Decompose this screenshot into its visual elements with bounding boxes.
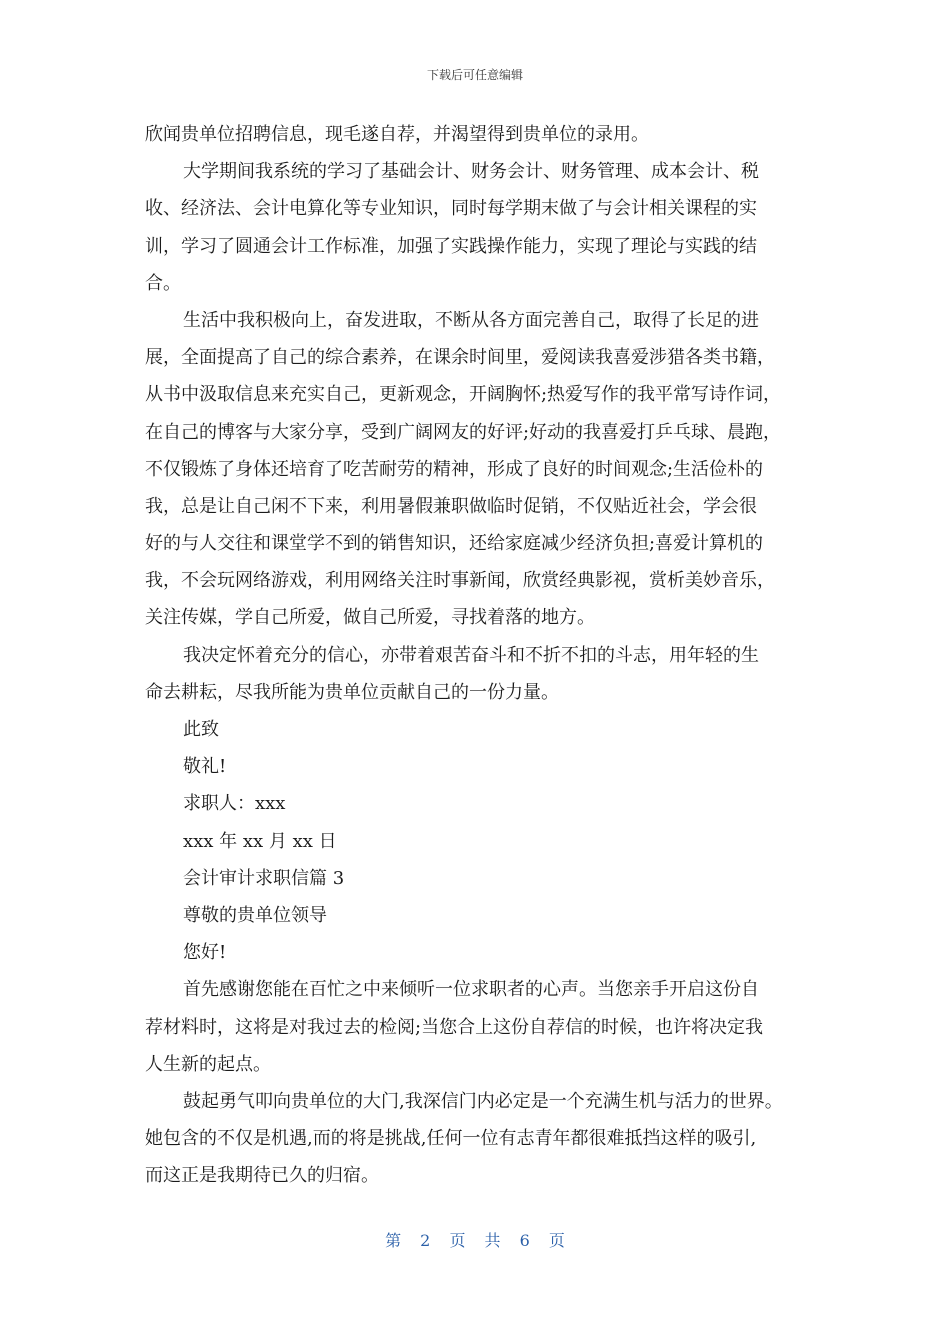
- text-line: 收、经济法、会计电算化等专业知识，同时每学期末做了与会计相关课程的实: [145, 198, 757, 220]
- text-line: 我，总是让自己闲不下来，利用暑假兼职做临时促销，不仅贴近社会，学会很: [145, 495, 757, 517]
- text-line: 荐材料时，这将是对我过去的检阅;当您合上这份自荐信的时候，也许将决定我: [145, 1016, 764, 1038]
- text-line: xxx 年 xx 月 xx 日: [183, 830, 337, 852]
- text-line: 关注传媒，学自己所爱，做自己所爱，寻找着落的地方。: [145, 607, 595, 629]
- text-line: 命去耕耘，尽我所能为贵单位贡献自己的一份力量。: [145, 681, 559, 703]
- text-line: 从书中汲取信息来充实自己，更新观念，开阔胸怀;热爱写作的我平常写诗作词，: [145, 384, 782, 406]
- text-line: 会计审计求职信篇 3: [183, 867, 345, 889]
- text-line: 合。: [145, 272, 181, 294]
- document-body: [145, 116, 825, 1194]
- text-line: 敬礼!: [183, 756, 227, 778]
- text-line: 首先感谢您能在百忙之中来倾听一位求职者的心声。当您亲手开启这份自: [183, 979, 759, 1001]
- text-line: 欣闻贵单位招聘信息，现毛遂自荐，并渴望得到贵单位的录用。: [145, 124, 649, 145]
- text-line: 生活中我积极向上，奋发进取，不断从各方面完善自己，取得了长足的进: [183, 309, 759, 331]
- text-line: 您好!: [183, 942, 227, 964]
- page-footer: 第 2 页 共 6 页: [385, 1231, 565, 1250]
- text-line: 训，学习了圆通会计工作标准，加强了实践操作能力，实现了理论与实践的结: [145, 235, 757, 257]
- text-line: 我，不会玩网络游戏，利用网络关注时事新闻，欣赏经典影视，赏析美妙音乐，: [145, 570, 775, 592]
- text-line: 在自己的博客与大家分享，受到广阔网友的好评;好动的我喜爱打乒乓球、晨跑，: [145, 421, 782, 443]
- text-line: 此致: [183, 719, 219, 740]
- text-line: 尊敬的贵单位领导: [183, 904, 327, 926]
- text-line: 她包含的不仅是机遇,而的将是挑战,任何一位有志青年都很难抵挡这样的吸引,: [145, 1128, 757, 1150]
- text-line: 求职人：xxx: [183, 793, 286, 815]
- page-header: 下载后可任意编辑: [426, 68, 523, 82]
- text-line: 好的与人交往和课堂学不到的销售知识，还给家庭减少经济负担;喜爱计算机的: [145, 533, 764, 555]
- text-line: 展，全面提高了自己的综合素养，在课余时间里，爱阅读我喜爱涉猎各类书籍，: [145, 347, 775, 369]
- text-line: 大学期间我系统的学习了基础会计、财务会计、财务管理、成本会计、税: [183, 161, 759, 183]
- text-line: 我决定怀着充分的信心，亦带着艰苦奋斗和不折不扣的斗志，用年轻的生: [183, 644, 759, 666]
- text-line: 不仅锻炼了身体还培育了吃苦耐劳的精神，形成了良好的时间观念;生活俭朴的: [145, 458, 764, 480]
- text-line: 人生新的起点。: [145, 1053, 271, 1075]
- text-line: 而这正是我期待已久的归宿。: [145, 1165, 379, 1187]
- text-line: 鼓起勇气叩向贵单位的大门,我深信门内必定是一个充满生机与活力的世界。: [183, 1090, 783, 1112]
